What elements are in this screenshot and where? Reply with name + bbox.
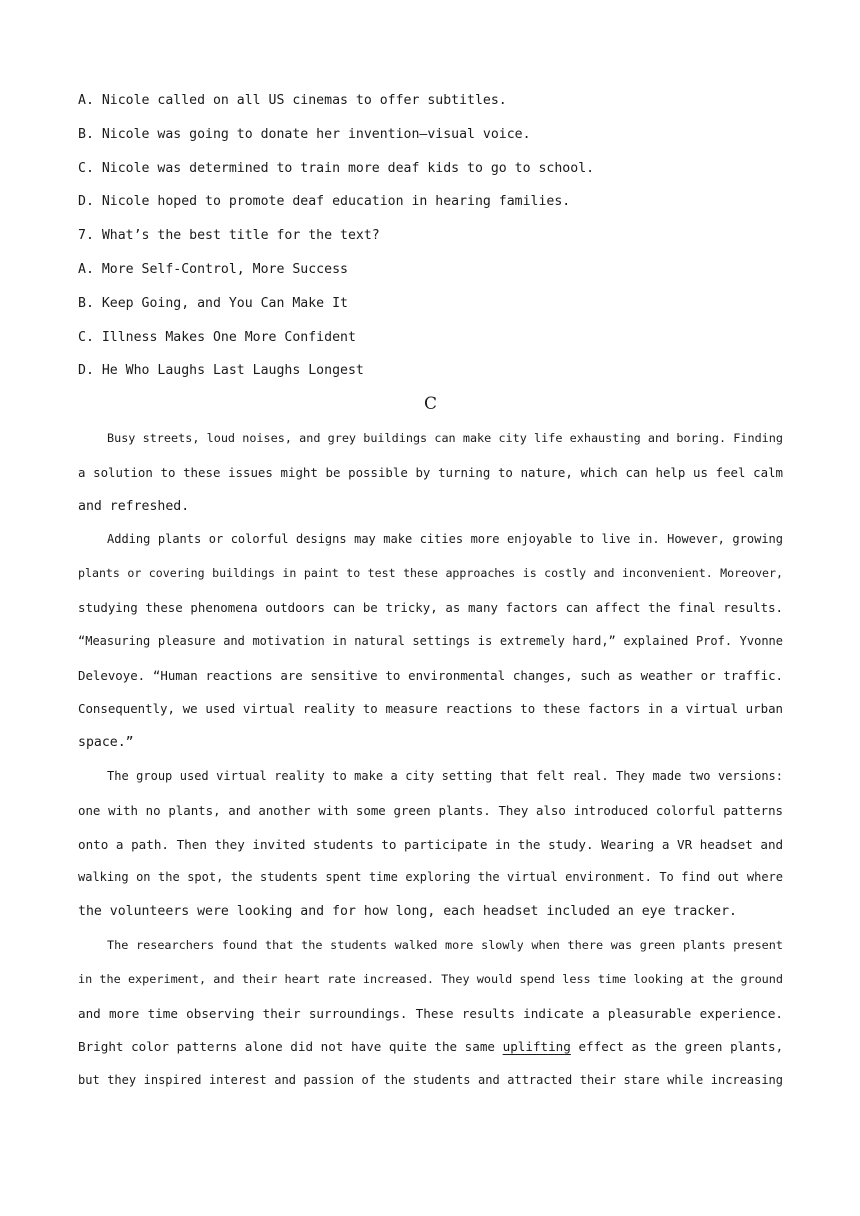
- paragraph-line: and refreshed.: [78, 498, 190, 514]
- option-c: C. Illness Makes One More Confident: [78, 329, 356, 345]
- option-a: A. More Self-Control, More Success: [78, 261, 348, 277]
- paragraph-line: one with no plants, and another with some green plants. They also introduced colorful patterns: [78, 802, 783, 818]
- document-page: [78, 84, 783, 1098]
- option-b: B. Keep Going, and You Can Make It: [78, 295, 348, 311]
- paragraph-4: [78, 929, 783, 1098]
- option-a: A. Nicole called on all US cinemas to offer subtitles.: [78, 93, 507, 108]
- section-title: C: [423, 394, 437, 415]
- text-segment: Bright color patterns alone did not have quite the same: [78, 1039, 503, 1055]
- paragraph-line: studying these phenomena outdoors can be tricky, as many factors can affect the final results.: [78, 599, 783, 615]
- paragraph-line: plants or covering buildings in paint to test these approaches is costly and inconvenient. Moreover,: [78, 566, 783, 581]
- question-6-options: [78, 84, 783, 219]
- option-b: B. Nicole was going to donate her invention—visual voice.: [78, 126, 531, 142]
- paragraph-line: “Measuring pleasure and motivation in natural settings is extremely hard,” explained Prof. Yvonne: [78, 633, 783, 648]
- paragraph-line: but they inspired interest and passion of the students and attracted their stare while increasing: [78, 1073, 783, 1088]
- option-d: D. He Who Laughs Last Laughs Longest: [78, 363, 364, 379]
- question-7: 7. What’s the best title for the text?: [78, 228, 380, 244]
- paragraph-3: [78, 760, 783, 929]
- paragraph-line: [78, 1030, 783, 1064]
- paragraph-line: onto a path. Then they invited students to participate in the study. Wearing a VR headset and: [78, 836, 784, 852]
- text-segment: effect as the green plants,: [570, 1039, 784, 1055]
- paragraph-line: Consequently, we used virtual reality to measure reactions to these factors in a virtual urban: [78, 701, 783, 717]
- option-d: D. Nicole hoped to promote deaf education in hearing families.: [78, 194, 571, 210]
- paragraph-line: the volunteers were looking and for how long, each headset included an eye tracker.: [78, 904, 737, 920]
- paragraph-line: Adding plants or colorful designs may make cities more enjoyable to live in. However, growing: [107, 532, 783, 547]
- question-7-options: [78, 253, 783, 388]
- paragraph-line: Busy streets, loud noises, and grey buildings can make city life exhausting and boring. Finding: [107, 430, 783, 445]
- paragraph-line: in the experiment, and their heart rate increased. They would spend less time looking at the ground: [78, 971, 783, 986]
- paragraph-line: and more time observing their surroundings. These results indicate a pleasurable experience.: [78, 1005, 783, 1021]
- underlined-word: uplifting: [502, 1039, 571, 1055]
- option-c: C. Nicole was determined to train more deaf kids to go to school.: [78, 160, 595, 176]
- paragraph-line: walking on the spot, the students spent time exploring the virtual environment. To find out where: [78, 870, 783, 885]
- paragraph-line: space.”: [78, 735, 134, 751]
- paragraph-line: a solution to these issues might be possible by turning to nature, which can help us feel calm: [78, 464, 783, 480]
- paragraph-2: [78, 523, 783, 760]
- paragraph-line: The group used virtual reality to make a city setting that felt real. They made two versions:: [107, 768, 783, 783]
- paragraph-1: [78, 422, 783, 523]
- paragraph-line: Delevoye. “Human reactions are sensitive to environmental changes, such as weather or traffic.: [78, 667, 783, 683]
- paragraph-line: The researchers found that the students walked more slowly when there was green plants present: [107, 937, 783, 952]
